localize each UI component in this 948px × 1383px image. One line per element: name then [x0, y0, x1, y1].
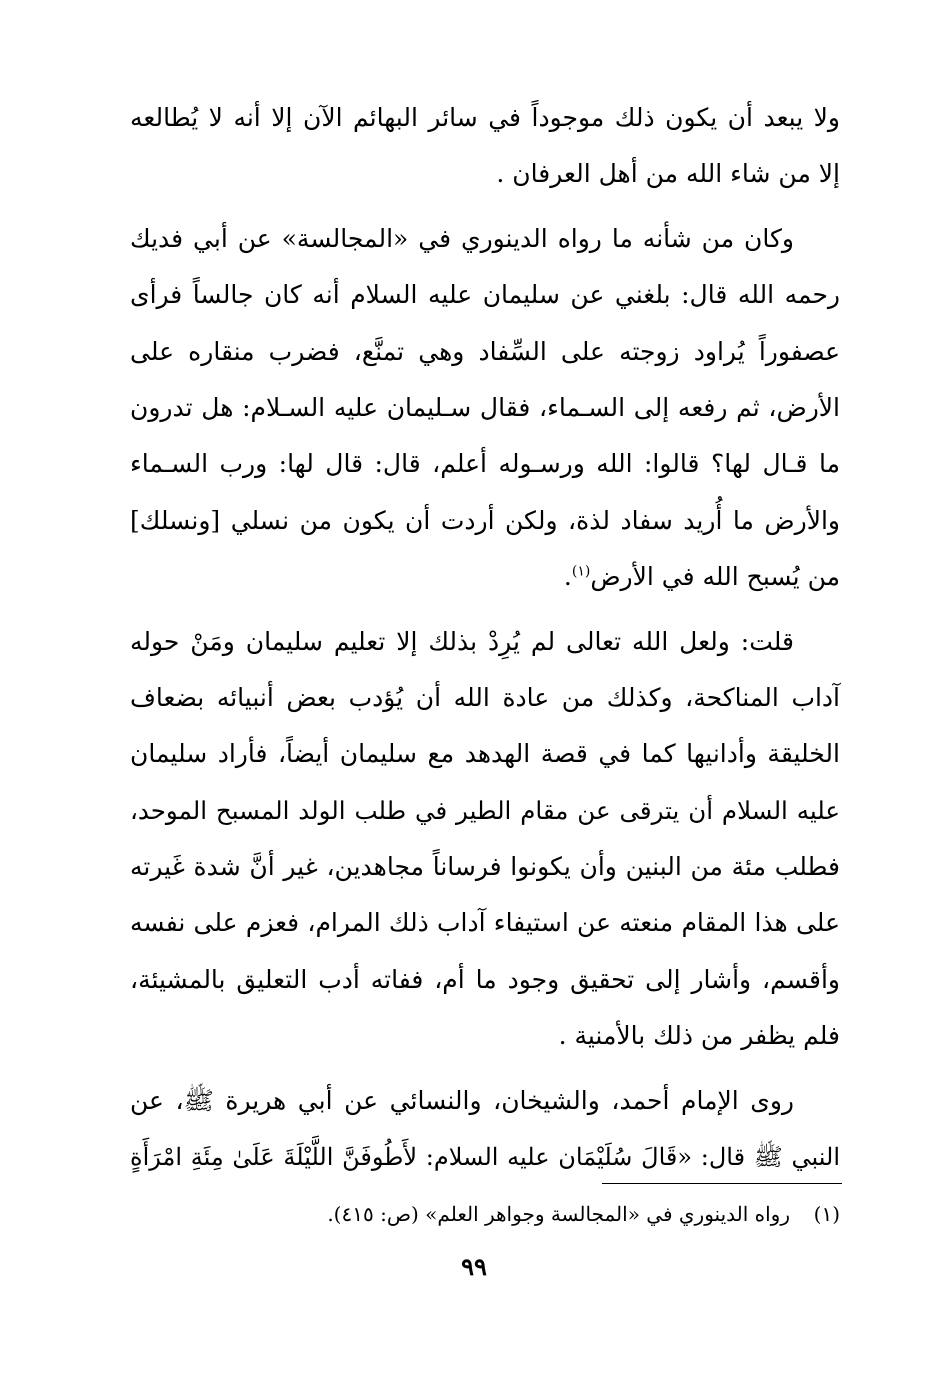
page-number: ٩٩: [461, 1252, 487, 1281]
text-line: الخليقة وأدانيها كما في قصة الهدهد مع سليمان أيضاً، فأراد سليمان: [130, 739, 840, 769]
text-span: .: [563, 562, 572, 592]
text-line: روى الإمام أحمد، والشيخان، والنسائي عن أبي هريرة ﷺ، عن: [130, 1085, 794, 1115]
footnote-divider: [602, 1183, 842, 1184]
text-line: فلم يظفر من ذلك بالأمنية .: [558, 1021, 840, 1051]
footnote: [200, 1196, 840, 1232]
text-line: ما قـال لها؟ قالوا: الله ورسـوله أعلم، قال: قال لها: ورب السـماء: [130, 449, 840, 479]
text-line: ولا يبعد أن يكون ذلك موجوداً في سائر البهائم الآن إلا أنه لا يُطالعه: [130, 103, 840, 132]
main-text: [130, 90, 840, 1185]
text-line: على هذا المقام منعته عن استيفاء آداب ذلك المرام، فعزم على نفسه: [130, 908, 840, 938]
text-line: الأرض، ثم رفعه إلى السـماء، فقال سـليمان عليه السـلام: هل تدرون: [130, 392, 840, 422]
text-line: آداب المناكحة، وكذلك من عادة الله أن يُؤدب بعض أنبيائه بضعاف: [130, 682, 840, 712]
text-line: فطلب مئة من البنين وأن يكونوا فرساناً مجاهدين، غير أنَّ شدة غَيرته: [130, 852, 840, 882]
text-line: إلا من شاء الله من أهل العرفان .: [496, 159, 840, 189]
footnote-reference[interactable]: (١): [571, 563, 591, 580]
text-span: من يُسبح الله في الأرض: [590, 562, 840, 592]
text-line: رحمه الله قال: بلغني عن سليمان عليه السلام أنه كان جالساً فرأى: [130, 280, 840, 310]
text-line: وأقسم، وأشار إلى تحقيق وجود ما أم، ففاته أدب التعليق بالمشيئة،: [130, 964, 840, 994]
footnote-text: رواه الدينوري في «المجالسة وجواهر العلم» (ص: ٤١٥).: [327, 1202, 790, 1226]
text-line: عليه السلام أن يترقى عن مقام الطير في طلب الولد المسبح الموحد،: [130, 795, 840, 825]
footnote-number: (١): [813, 1202, 840, 1226]
text-line: وكان من شأنه ما رواه الدينوري في «المجالسة» عن أبي فديك: [130, 223, 794, 253]
text-line: النبي ﷺ قال: «قَالَ سُلَيْمَان عليه السلام: لأَطُوفَنَّ اللَّيْلَةَ عَلَىٰ مِئَةِ امْرَأَةٍ: [130, 1143, 840, 1172]
text-line: قلت: ولعل الله تعالى لم يُرِدْ بذلك إلا تعليم سليمان ومَنْ حوله: [130, 626, 794, 656]
text-line: عصفوراً يُراود زوجته على السِّفاد وهي تمنَّع، فضرب منقاره على: [130, 336, 840, 366]
text-line: والأرض ما أُريد سفاد لذة، ولكن أردت أن يكون من نسلي [ونسلك]: [130, 505, 840, 535]
text-line: [130, 549, 840, 605]
